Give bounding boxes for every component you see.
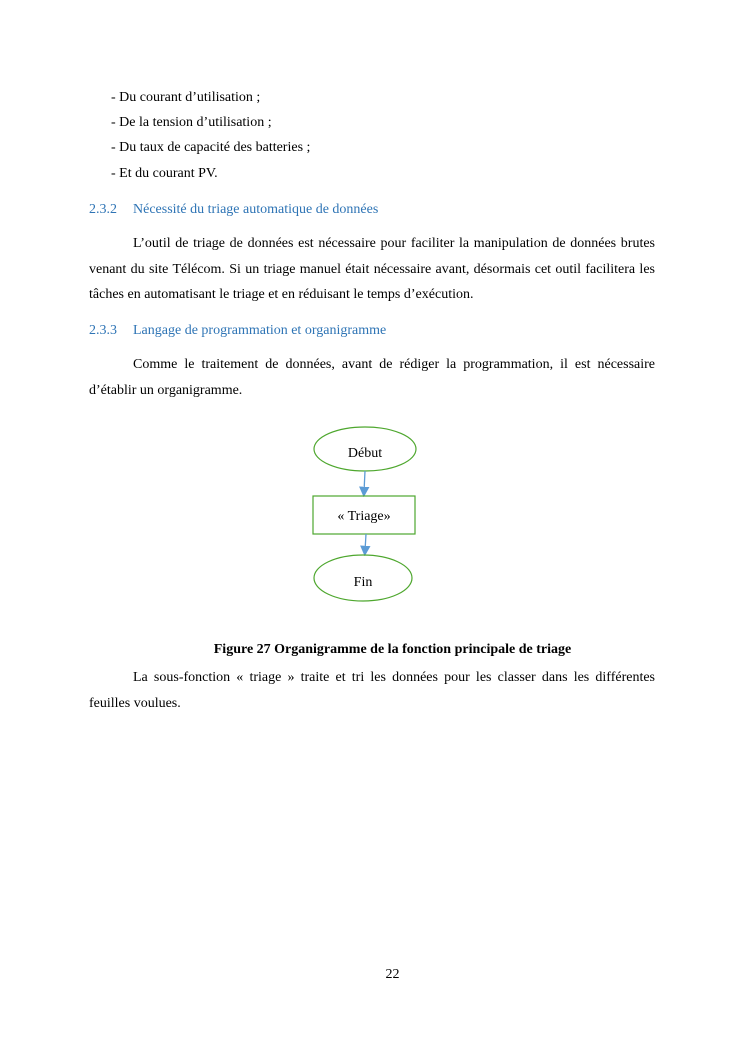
paragraph-text: La sous-fonction « triage » traite et tri les données pour les classer dans les différentes feuilles voulues. — [89, 670, 655, 711]
section-number: 2.3.2 — [89, 202, 117, 217]
end-label: Fin — [353, 575, 373, 590]
paragraph-text: L’outil de triage de données est nécessaire pour faciliter la manipulation de données brutes venant du site Télécom. Si un triage manuel était nécessaire avant, désormais cet outil facilitera les tâches en automatisant le triage et en réduisant le temps d’exécution. — [89, 236, 655, 302]
bullet-item: - Et du courant PV. — [111, 166, 218, 181]
section-title: Nécessité du triage automatique de données — [133, 202, 379, 217]
process-label: « Triage» — [337, 509, 391, 524]
arrow-process-to-end — [365, 534, 366, 551]
paragraph — [89, 665, 655, 716]
section-number: 2.3.3 — [89, 323, 117, 338]
section-heading-2-3-2 — [89, 201, 378, 219]
section-title: Langage de programmation et organigramme — [133, 323, 387, 338]
bullet-item: - De la tension d’utilisation ; — [111, 115, 272, 130]
section-heading-2-3-3 — [89, 322, 386, 340]
flowchart — [300, 420, 430, 610]
start-label: Début — [347, 446, 383, 461]
bullet-item: - Du courant d’utilisation ; — [111, 90, 261, 105]
arrow-start-to-process — [364, 471, 365, 492]
paragraph-text: Comme le traitement de données, avant de rédiger la programmation, il est nécessaire d’établir un organigramme. — [89, 357, 655, 398]
paragraph — [89, 231, 655, 308]
bullet-item: - Du taux de capacité des batteries ; — [111, 140, 311, 155]
page-number: 22 — [385, 967, 400, 982]
paragraph — [89, 352, 655, 403]
figure-caption: Figure 27 Organigramme de la fonction principale de triage — [213, 642, 572, 657]
